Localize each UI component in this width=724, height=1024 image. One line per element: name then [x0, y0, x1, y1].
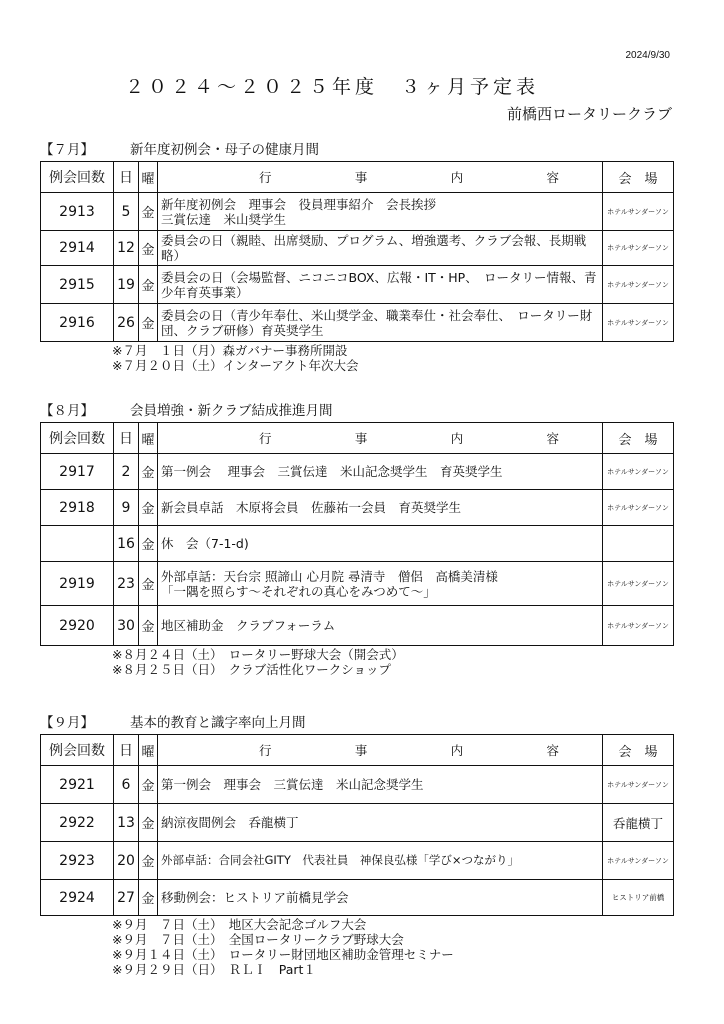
cell-event: 新会員卓話 木原将会員 佐藤祐一会員 育英奨学生 [158, 490, 603, 526]
header-venue: 会 場 [603, 735, 674, 766]
cell-venue: ホテルサンダーソン [603, 304, 674, 342]
cell-no: 2923 [41, 842, 114, 880]
header-event-char: 事 [354, 169, 368, 185]
note-line: ※９月２９日（日） ＲＬＩ Part１ [112, 962, 316, 977]
section-september [40, 712, 674, 977]
schedule-table [40, 422, 674, 646]
table-row [41, 454, 674, 490]
cell-event: 移動例会：ヒストリア前橋見学会 [158, 880, 603, 916]
cell-event: 休 会（7-1-d) [158, 526, 603, 562]
cell-venue: ホテルサンダーソン [603, 606, 674, 646]
note-line: ※７月２０日（土）インターアクト年次大会 [112, 358, 359, 373]
cell-day: 6 [114, 766, 139, 804]
cell-dow: 金 [139, 304, 158, 342]
cell-dow: 金 [139, 490, 158, 526]
table-row [41, 842, 674, 880]
cell-dow: 金 [139, 193, 158, 231]
note-line: ※９月１４日（土） ロータリー財団地区補助金管理セミナー [112, 947, 454, 962]
header-event [158, 162, 603, 193]
table-row [41, 804, 674, 842]
cell-no: 2921 [41, 766, 114, 804]
table-row [41, 304, 674, 342]
cell-no: 2922 [41, 804, 114, 842]
cell-day: 2 [114, 454, 139, 490]
cell-venue: ホテルサンダーソン [603, 231, 674, 266]
header-venue: 会 場 [603, 162, 674, 193]
section-august [40, 400, 674, 677]
notes [40, 343, 674, 373]
month-label: 【９月】 [40, 715, 94, 731]
cell-day: 26 [114, 304, 139, 342]
cell-dow: 金 [139, 231, 158, 266]
table-header-row [41, 423, 674, 454]
month-label: 【７月】 [40, 142, 94, 158]
month-theme: 基本的教育と識字率向上月間 [130, 715, 306, 731]
cell-no [41, 526, 114, 562]
cell-event: 地区補助金 クラブフォーラム [158, 606, 603, 646]
table-row [41, 490, 674, 526]
section-heading [40, 712, 674, 734]
header-dow: 曜 [139, 423, 158, 454]
cell-day: 27 [114, 880, 139, 916]
header-event-char: 内 [450, 430, 464, 446]
header-day: 日 [114, 162, 139, 193]
header-venue: 会 場 [603, 423, 674, 454]
table-row [41, 231, 674, 266]
cell-day: 16 [114, 526, 139, 562]
table-row [41, 562, 674, 606]
cell-event: 外部卓話：天台宗 照諦山 心月院 尋清寺 僧侶 高橋美清様 「一隅を照らす～それぞれの真心をみつめて～」 [158, 562, 603, 606]
header-no: 例会回数 [41, 735, 114, 766]
cell-dow: 金 [139, 454, 158, 490]
cell-dow: 金 [139, 880, 158, 916]
cell-venue [603, 526, 674, 562]
cell-venue: 呑龍横丁 [603, 804, 674, 842]
cell-no: 2917 [41, 454, 114, 490]
note-line: ※９月 ７日（土） 全国ロータリークラブ野球大会 [112, 932, 404, 947]
cell-event: 納涼夜間例会 呑龍横丁 [158, 804, 603, 842]
header-day: 日 [114, 423, 139, 454]
cell-dow: 金 [139, 804, 158, 842]
cell-no: 2918 [41, 490, 114, 526]
section-heading [40, 139, 674, 161]
schedule-table [40, 161, 674, 342]
header-event [158, 735, 603, 766]
title-text: ２０２４～２０２５年度 ３ヶ月予定表 [124, 76, 539, 98]
header-event-char: 容 [546, 430, 559, 446]
header-event [158, 423, 603, 454]
cell-no: 2914 [41, 231, 114, 266]
header-event-char: 行 [259, 169, 272, 185]
notes [40, 917, 674, 977]
cell-day: 23 [114, 562, 139, 606]
cell-day: 30 [114, 606, 139, 646]
cell-day: 13 [114, 804, 139, 842]
cell-day: 12 [114, 231, 139, 266]
cell-venue: ホテルサンダーソン [603, 490, 674, 526]
cell-event: 第一例会 理事会 三賞伝達 米山記念奨学生 [158, 766, 603, 804]
cell-event: 外部卓話：合同会社GITY 代表社員 神保良弘様「学び×つながり」 [158, 842, 603, 880]
header-event-char: 内 [450, 169, 464, 185]
cell-dow: 金 [139, 766, 158, 804]
cell-no: 2915 [41, 266, 114, 304]
cell-dow: 金 [139, 842, 158, 880]
header-no: 例会回数 [41, 423, 114, 454]
cell-event: 第一例会 理事会 三賞伝達 米山記念奨学生 育英奨学生 [158, 454, 603, 490]
cell-event: 委員会の日（親睦、出席奨励、プログラム、増強選考、クラブ会報、長期戦略） [158, 231, 603, 266]
cell-dow: 金 [139, 266, 158, 304]
header-dow: 曜 [139, 162, 158, 193]
cell-no: 2924 [41, 880, 114, 916]
section-heading [40, 400, 674, 422]
cell-dow: 金 [139, 526, 158, 562]
header-day: 日 [114, 735, 139, 766]
cell-venue: ホテルサンダーソン [603, 562, 674, 606]
document-date: 2024/9/30 [625, 50, 670, 61]
header-no: 例会回数 [41, 162, 114, 193]
cell-day: 19 [114, 266, 139, 304]
header-event-char: 事 [354, 430, 368, 446]
table-row [41, 266, 674, 304]
note-line: ※９月 ７日（土） 地区大会記念ゴルフ大会 [112, 917, 367, 932]
cell-event: 委員会の日（会場監督、ニコニコBOX、広報・IT・HP、 ロータリー情報、青少年育英事業） [158, 266, 603, 304]
section-july [40, 139, 674, 373]
notes [40, 647, 674, 677]
cell-no: 2916 [41, 304, 114, 342]
cell-venue: ホテルサンダーソン [603, 842, 674, 880]
cell-no: 2920 [41, 606, 114, 646]
table-row [41, 193, 674, 231]
header-event-char: 容 [546, 169, 559, 185]
cell-venue: ホテルサンダーソン [603, 266, 674, 304]
cell-venue: ホテルサンダーソン [603, 766, 674, 804]
header-event-char: 行 [259, 742, 272, 758]
schedule-table [40, 734, 674, 916]
cell-event: 委員会の日（青少年奉仕、米山奨学金、職業奉仕・社会奉仕、 ロータリー財団、クラブ研修）育英奨学生 [158, 304, 603, 342]
month-label: 【８月】 [40, 403, 94, 419]
header-event-char: 事 [354, 742, 368, 758]
header-dow: 曜 [139, 735, 158, 766]
table-row [41, 766, 674, 804]
cell-no: 2919 [41, 562, 114, 606]
month-theme: 会員増強・新クラブ結成推進月間 [130, 403, 333, 419]
header-event-char: 容 [546, 742, 559, 758]
note-line: ※８月２４日（土） ロータリー野球大会（開会式） [112, 647, 404, 662]
cell-day: 9 [114, 490, 139, 526]
cell-day: 5 [114, 193, 139, 231]
cell-venue: ホテルサンダーソン [603, 454, 674, 490]
table-row [41, 526, 674, 562]
note-line: ※７月 １日（月）森ガバナー事務所開設 [112, 343, 348, 358]
table-header-row [41, 162, 674, 193]
cell-no: 2913 [41, 193, 114, 231]
cell-dow: 金 [139, 562, 158, 606]
cell-dow: 金 [139, 606, 158, 646]
cell-venue: ホテルサンダーソン [603, 193, 674, 231]
table-row [41, 606, 674, 646]
cell-day: 20 [114, 842, 139, 880]
document-title [0, 72, 724, 99]
header-event-char: 内 [450, 742, 464, 758]
table-row [41, 880, 674, 916]
month-theme: 新年度初例会・母子の健康月間 [130, 142, 319, 158]
cell-event: 新年度初例会 理事会 役員理事紹介 会長挨拶 三賞伝達 米山奨学生 [158, 193, 603, 231]
cell-venue: ヒストリア前橋 [603, 880, 674, 916]
club-name: 前橋西ロータリークラブ [506, 105, 672, 123]
table-header-row [41, 735, 674, 766]
header-event-char: 行 [259, 430, 272, 446]
note-line: ※８月２５日（日） クラブ活性化ワークショップ [112, 662, 391, 677]
